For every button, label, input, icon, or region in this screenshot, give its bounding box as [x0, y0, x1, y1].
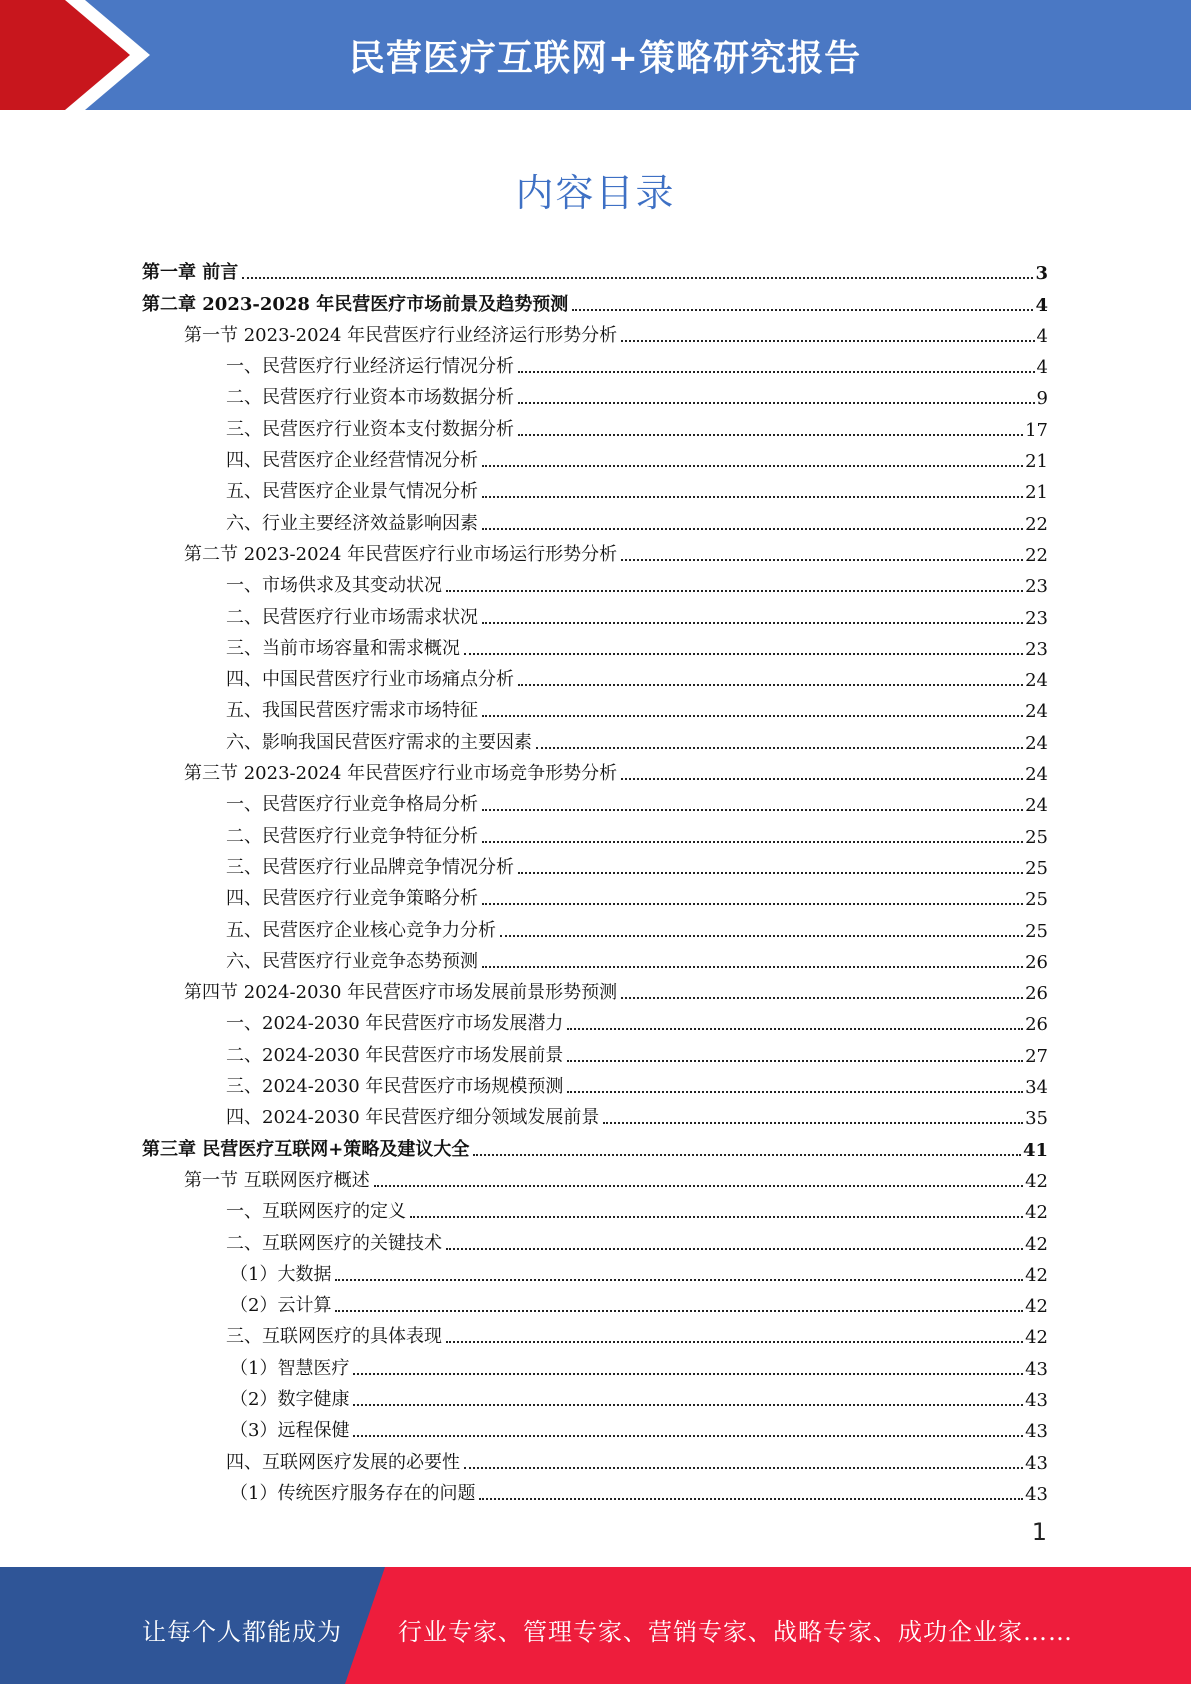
toc-entry-page: 35 — [1025, 1108, 1048, 1130]
toc-entry-page: 21 — [1025, 451, 1048, 473]
toc-dot-leader — [518, 433, 1023, 436]
toc-dot-leader — [567, 1027, 1023, 1030]
toc-dot-leader — [353, 1434, 1023, 1437]
toc-dot-leader — [242, 276, 1033, 279]
toc-entry[interactable] — [142, 535, 1048, 566]
toc-entry[interactable] — [142, 1442, 1048, 1473]
toc-entry-page: 42 — [1025, 1264, 1048, 1286]
toc-entry-title: 五、民营医疗企业核心竞争力分析 — [226, 919, 496, 941]
toc-entry[interactable] — [142, 1067, 1048, 1098]
toc-entry-page: 27 — [1025, 1045, 1048, 1067]
toc-entry-page: 26 — [1025, 1014, 1048, 1036]
toc-entry-page: 21 — [1025, 482, 1048, 504]
toc-entry[interactable] — [142, 1286, 1048, 1317]
toc-entry[interactable] — [142, 566, 1048, 597]
toc-entry-page: 25 — [1025, 889, 1048, 911]
toc-entry-title: 第二节 2023-2024 年民营医疗行业市场运行形势分析 — [184, 543, 618, 565]
toc-dot-leader — [464, 1466, 1023, 1469]
toc-entry[interactable] — [142, 1348, 1048, 1379]
toc-entry-title: 第一节 2023-2024 年民营医疗行业经济运行形势分析 — [184, 324, 618, 346]
toc-entry-page: 26 — [1025, 983, 1048, 1005]
toc-dot-leader — [500, 934, 1023, 937]
toc-entry[interactable] — [142, 848, 1048, 879]
toc-entry[interactable] — [142, 1192, 1048, 1223]
toc-entry[interactable] — [142, 1474, 1048, 1505]
toc-dot-leader — [621, 777, 1023, 780]
toc-entry-title: 二、民营医疗行业市场需求状况 — [226, 606, 478, 628]
toc-dot-leader — [518, 683, 1023, 686]
toc-dot-leader — [518, 871, 1023, 874]
toc-entry[interactable] — [142, 1098, 1048, 1129]
toc-entry[interactable] — [142, 660, 1048, 691]
toc-entry-title: （1）智慧医疗 — [230, 1357, 350, 1379]
toc-entry-page: 43 — [1025, 1452, 1048, 1474]
toc-entry-title: 三、2024-2030 年民营医疗市场规模预测 — [226, 1076, 564, 1098]
toc-entry-page: 25 — [1025, 920, 1048, 942]
toc-entry-page: 43 — [1025, 1358, 1048, 1380]
toc-dot-leader — [482, 714, 1023, 717]
toc-entry-title: 三、当前市场容量和需求概况 — [226, 637, 460, 659]
toc-entry[interactable] — [142, 1380, 1048, 1411]
toc-entry-page: 42 — [1025, 1296, 1048, 1318]
toc-entry[interactable] — [142, 284, 1048, 315]
toc-entry[interactable] — [142, 1255, 1048, 1286]
toc-entry-title: 三、民营医疗行业资本支付数据分析 — [226, 418, 514, 440]
toc-dot-leader — [518, 401, 1035, 404]
toc-entry-title: 第三章 民营医疗互联网+策略及建议大全 — [142, 1138, 470, 1160]
toc-entry-page: 43 — [1025, 1483, 1048, 1505]
toc-entry-title: 一、市场供求及其变动状况 — [226, 575, 442, 597]
toc-entry[interactable] — [142, 378, 1048, 409]
toc-entry[interactable] — [142, 785, 1048, 816]
toc-entry[interactable] — [142, 472, 1048, 503]
toc-entry-page: 17 — [1025, 419, 1048, 441]
toc-entry-page: 22 — [1025, 544, 1048, 566]
toc-entry-page: 3 — [1035, 263, 1048, 285]
toc-entry[interactable] — [142, 597, 1048, 628]
toc-entry[interactable] — [142, 1129, 1048, 1160]
toc-dot-leader — [353, 1372, 1023, 1375]
toc-dot-leader — [482, 808, 1023, 811]
toc-dot-leader — [353, 1403, 1023, 1406]
toc-dot-leader — [621, 558, 1023, 561]
toc-entry-title: 六、影响我国民营医疗需求的主要因素 — [226, 731, 532, 753]
toc-entry-page: 24 — [1025, 701, 1048, 723]
toc-entry[interactable] — [142, 629, 1048, 660]
toc-entry-page: 23 — [1025, 607, 1048, 629]
footer-slogan-left: 让每个人都能成为 — [142, 1618, 342, 1646]
toc-dot-leader — [482, 464, 1023, 467]
toc-dot-leader — [621, 339, 1034, 342]
toc-dot-leader — [567, 1090, 1023, 1093]
toc-entry-title: 第一节 互联网医疗概述 — [184, 1169, 370, 1191]
toc-entry-page: 42 — [1025, 1202, 1048, 1224]
toc-entry-page: 4 — [1036, 325, 1048, 347]
toc-entry-page: 43 — [1025, 1421, 1048, 1443]
toc-entry-page: 22 — [1025, 513, 1048, 535]
toc-dot-leader — [335, 1278, 1023, 1281]
toc-dot-leader — [603, 1121, 1023, 1124]
toc-entry-page: 42 — [1025, 1170, 1048, 1192]
toc-entry-title: 四、2024-2030 年民营医疗细分领域发展前景 — [226, 1107, 600, 1129]
toc-entry-title: 一、2024-2030 年民营医疗市场发展潜力 — [226, 1013, 564, 1035]
toc-entry[interactable] — [142, 503, 1048, 534]
toc-entry-title: 一、民营医疗行业经济运行情况分析 — [226, 356, 514, 378]
toc-entry-title: 第三节 2023-2024 年民营医疗行业市场竞争形势分析 — [184, 763, 618, 785]
page-number: 1 — [1031, 1518, 1047, 1546]
toc-dot-leader — [446, 1247, 1023, 1250]
toc-dot-leader — [482, 495, 1023, 498]
toc-entry-page: 24 — [1025, 795, 1048, 817]
toc-entry-title: （1）传统医疗服务存在的问题 — [230, 1482, 476, 1504]
toc-entry[interactable] — [142, 409, 1048, 440]
toc-dot-leader — [572, 308, 1033, 311]
toc-entry[interactable] — [142, 1317, 1048, 1348]
toc-entry-page: 43 — [1025, 1389, 1048, 1411]
toc-dot-leader — [335, 1309, 1023, 1312]
toc-entry-page: 41 — [1022, 1139, 1048, 1161]
toc-entry-title: 第二章 2023-2028 年民营医疗市场前景及趋势预测 — [142, 293, 569, 315]
toc-entry-page: 26 — [1025, 951, 1048, 973]
toc-entry[interactable] — [142, 441, 1048, 472]
toc-entry-page: 24 — [1025, 670, 1048, 692]
toc-entry-page: 34 — [1025, 1077, 1048, 1099]
toc-entry-title: 二、互联网医疗的关键技术 — [226, 1232, 442, 1254]
toc-entry-page: 24 — [1025, 732, 1048, 754]
toc-entry[interactable] — [142, 1411, 1048, 1442]
toc-dot-leader — [473, 1153, 1021, 1156]
toc-entry-title: 第一章 前言 — [142, 262, 239, 284]
toc-entry-page: 25 — [1025, 826, 1048, 848]
toc-dot-leader — [482, 965, 1023, 968]
table-of-contents — [142, 253, 1048, 1505]
toc-entry-title: 四、民营医疗行业竞争策略分析 — [226, 888, 478, 910]
toc-entry[interactable] — [142, 691, 1048, 722]
toc-dot-leader — [410, 1215, 1023, 1218]
report-title: 民营医疗互联网+策略研究报告 — [348, 37, 862, 79]
toc-entry[interactable] — [142, 942, 1048, 973]
toc-dot-leader — [446, 589, 1023, 592]
toc-dot-leader — [482, 840, 1023, 843]
toc-dot-leader — [536, 746, 1023, 749]
toc-entry-title: （3）远程保健 — [230, 1420, 350, 1442]
toc-entry-title: 三、民营医疗行业品牌竞争情况分析 — [226, 856, 514, 878]
toc-entry-title: 四、民营医疗企业经营情况分析 — [226, 450, 478, 472]
toc-entry-title: 二、民营医疗行业资本市场数据分析 — [226, 387, 514, 409]
toc-entry[interactable] — [142, 1161, 1048, 1192]
toc-entry-title: 第四节 2024-2030 年民营医疗市场发展前景形势预测 — [184, 982, 618, 1004]
toc-entry-title: （2）云计算 — [230, 1295, 332, 1317]
toc-entry-title: 一、互联网医疗的定义 — [226, 1201, 406, 1223]
toc-entry-page: 4 — [1035, 294, 1048, 316]
toc-entry-title: 二、2024-2030 年民营医疗市场发展前景 — [226, 1044, 564, 1066]
toc-entry-title: 三、互联网医疗的具体表现 — [226, 1326, 442, 1348]
toc-entry-title: 四、互联网医疗发展的必要性 — [226, 1451, 460, 1473]
toc-entry[interactable] — [142, 347, 1048, 378]
toc-entry-title: 六、民营医疗行业竞争态势预测 — [226, 950, 478, 972]
toc-entry-title: 二、民营医疗行业竞争特征分析 — [226, 825, 478, 847]
toc-entry-page: 24 — [1025, 764, 1048, 786]
toc-entry[interactable] — [142, 1004, 1048, 1035]
toc-dot-leader — [482, 902, 1023, 905]
toc-entry-page: 42 — [1025, 1233, 1048, 1255]
toc-entry[interactable] — [142, 1223, 1048, 1254]
toc-dot-leader — [567, 1059, 1023, 1062]
toc-dot-leader — [518, 370, 1035, 373]
toc-entry-page: 25 — [1025, 857, 1048, 879]
toc-entry[interactable] — [142, 253, 1048, 284]
toc-entry-title: （1）大数据 — [230, 1263, 332, 1285]
toc-dot-leader — [621, 996, 1023, 999]
toc-entry-title: （2）数字健康 — [230, 1388, 350, 1410]
toc-entry[interactable] — [142, 1035, 1048, 1066]
toc-dot-leader — [479, 1497, 1023, 1500]
toc-entry[interactable] — [142, 879, 1048, 910]
toc-entry[interactable] — [142, 973, 1048, 1004]
toc-entry[interactable] — [142, 722, 1048, 753]
toc-entry-title: 一、民营医疗行业竞争格局分析 — [226, 794, 478, 816]
toc-entry-title: 四、中国民营医疗行业市场痛点分析 — [226, 669, 514, 691]
toc-entry-page: 23 — [1025, 638, 1048, 660]
toc-entry-title: 六、行业主要经济效益影响因素 — [226, 512, 478, 534]
toc-dot-leader — [374, 1184, 1023, 1187]
toc-entry-page: 9 — [1036, 388, 1048, 410]
toc-entry[interactable] — [142, 754, 1048, 785]
toc-dot-leader — [446, 1340, 1023, 1343]
toc-entry[interactable] — [142, 910, 1048, 941]
toc-entry-page: 23 — [1025, 576, 1048, 598]
toc-dot-leader — [482, 621, 1023, 624]
toc-heading: 内容目录 — [515, 171, 676, 215]
toc-entry-title: 五、民营医疗企业景气情况分析 — [226, 481, 478, 503]
toc-dot-leader — [464, 652, 1023, 655]
toc-entry[interactable] — [142, 816, 1048, 847]
toc-dot-leader — [482, 527, 1023, 530]
toc-entry-title: 五、我国民营医疗需求市场特征 — [226, 700, 478, 722]
footer-slogan-right: 行业专家、管理专家、营销专家、战略专家、成功企业家…… — [398, 1618, 1073, 1646]
toc-entry-page: 4 — [1036, 357, 1048, 379]
toc-entry-page: 42 — [1025, 1327, 1048, 1349]
toc-entry[interactable] — [142, 316, 1048, 347]
